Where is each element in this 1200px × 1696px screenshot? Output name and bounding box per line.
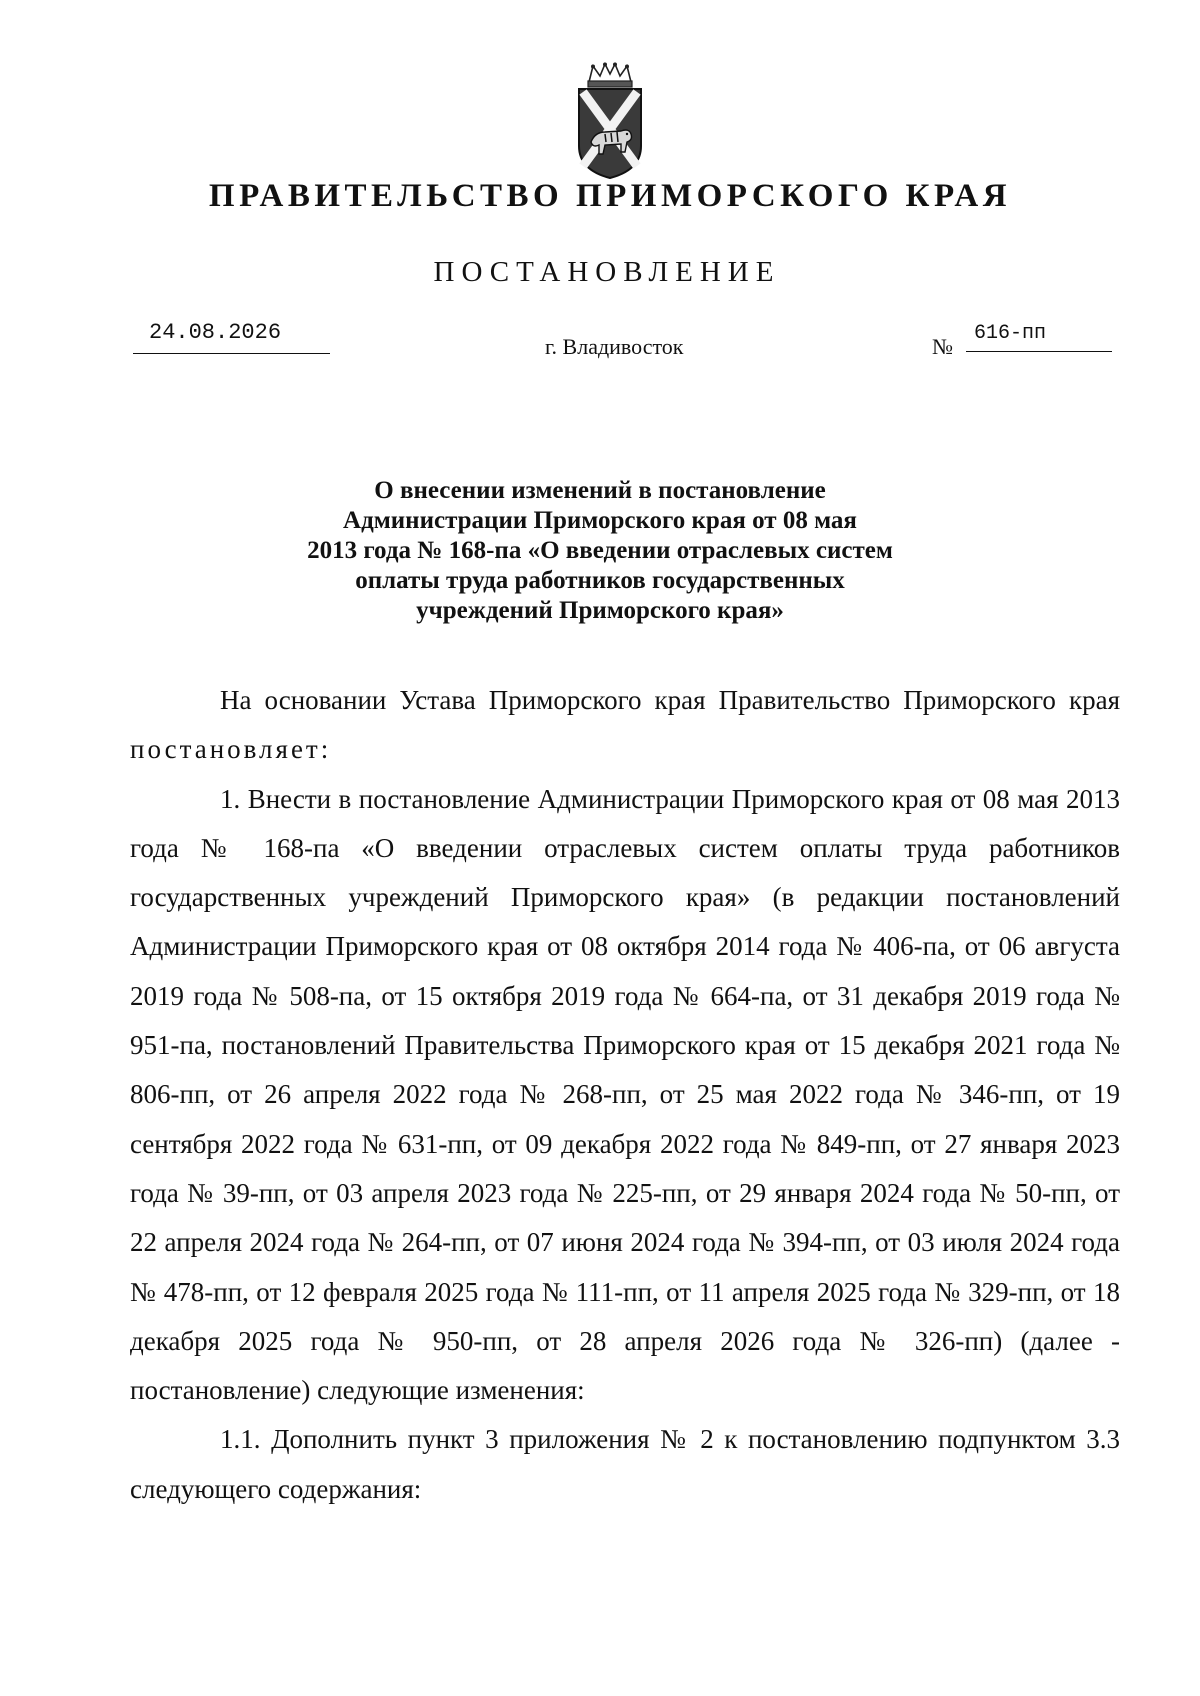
intro-paragraph (130, 676, 1120, 775)
number-value: 616-пп (966, 322, 1112, 352)
subject-line: О внесении изменений в постановление (374, 477, 826, 504)
item-1-1-paragraph: 1.1. Дополнить пункт 3 приложения № 2 к постановлению подпунктом 3.3 следующего содержания: (130, 1424, 1120, 1504)
document-body (130, 676, 1120, 1514)
document-number (932, 322, 1112, 362)
government-title: ПРАВИТЕЛЬСТВО ПРИМОРСКОГО КРАЯ (208, 178, 1012, 214)
document-type: ПОСТАНОВЛЕНИЕ (433, 256, 781, 288)
subject-line: учреждений Приморского края» (416, 597, 784, 624)
primorsky-krai-coat-of-arms-icon (575, 62, 645, 180)
document-subject (200, 476, 1000, 626)
item-1-paragraph: 1. Внести в постановление Администрации Приморского края от 08 мая 2013 года № 168-па «О введении отраслевых систем оплаты труда работников государственных учреждений Приморского края» (в редакции постановлений Администрации Приморского края от 08 октября 2014 года № 406-па, от 06 августа 2019 года № 508-па, от 15 октября 2019 года № 664-па, от 31 декабря 2019 года № 951-па, постановлений Правительства Приморского края от 15 декабря 2021 года № 806-пп, от 26 апреля 2022 года № 268-пп, от 25 мая 2022 года № 346-пп, от 19 сентября 2022 года № 631-пп, от 09 декабря 2022 года № 849-пп, от 27 января 2023 года № 39-пп, от 03 апреля 2023 года № 225-пп, от 29 января 2024 года № 50-пп, от 22 апреля 2024 года № 264-пп, от 07 июня 2024 года № 394-пп, от 03 июля 2024 года № 478-пп, от 12 февраля 2025 года № 111-пп, от 11 апреля 2025 года № 329-пп, от 18 декабря 2025 года № 950-пп, от 28 апреля 2026 года № 326-пп) (далее - постановление) следующие изменения: (130, 783, 1120, 1406)
intro-text: На основании Устава Приморского края Правительство Приморского края (220, 685, 1120, 715)
intro-verb: постановляет: (130, 734, 332, 765)
subject-line: Администрации Приморского края от 08 мая (343, 507, 857, 534)
subject-line: 2013 года № 168-па «О введении отраслевых систем (307, 537, 893, 564)
subject-line: оплаты труда работников государственных (355, 567, 845, 594)
document-date: 24.08.2026 (133, 320, 330, 354)
document-city: г. Владивосток (545, 334, 684, 359)
number-sign: № (932, 334, 953, 359)
